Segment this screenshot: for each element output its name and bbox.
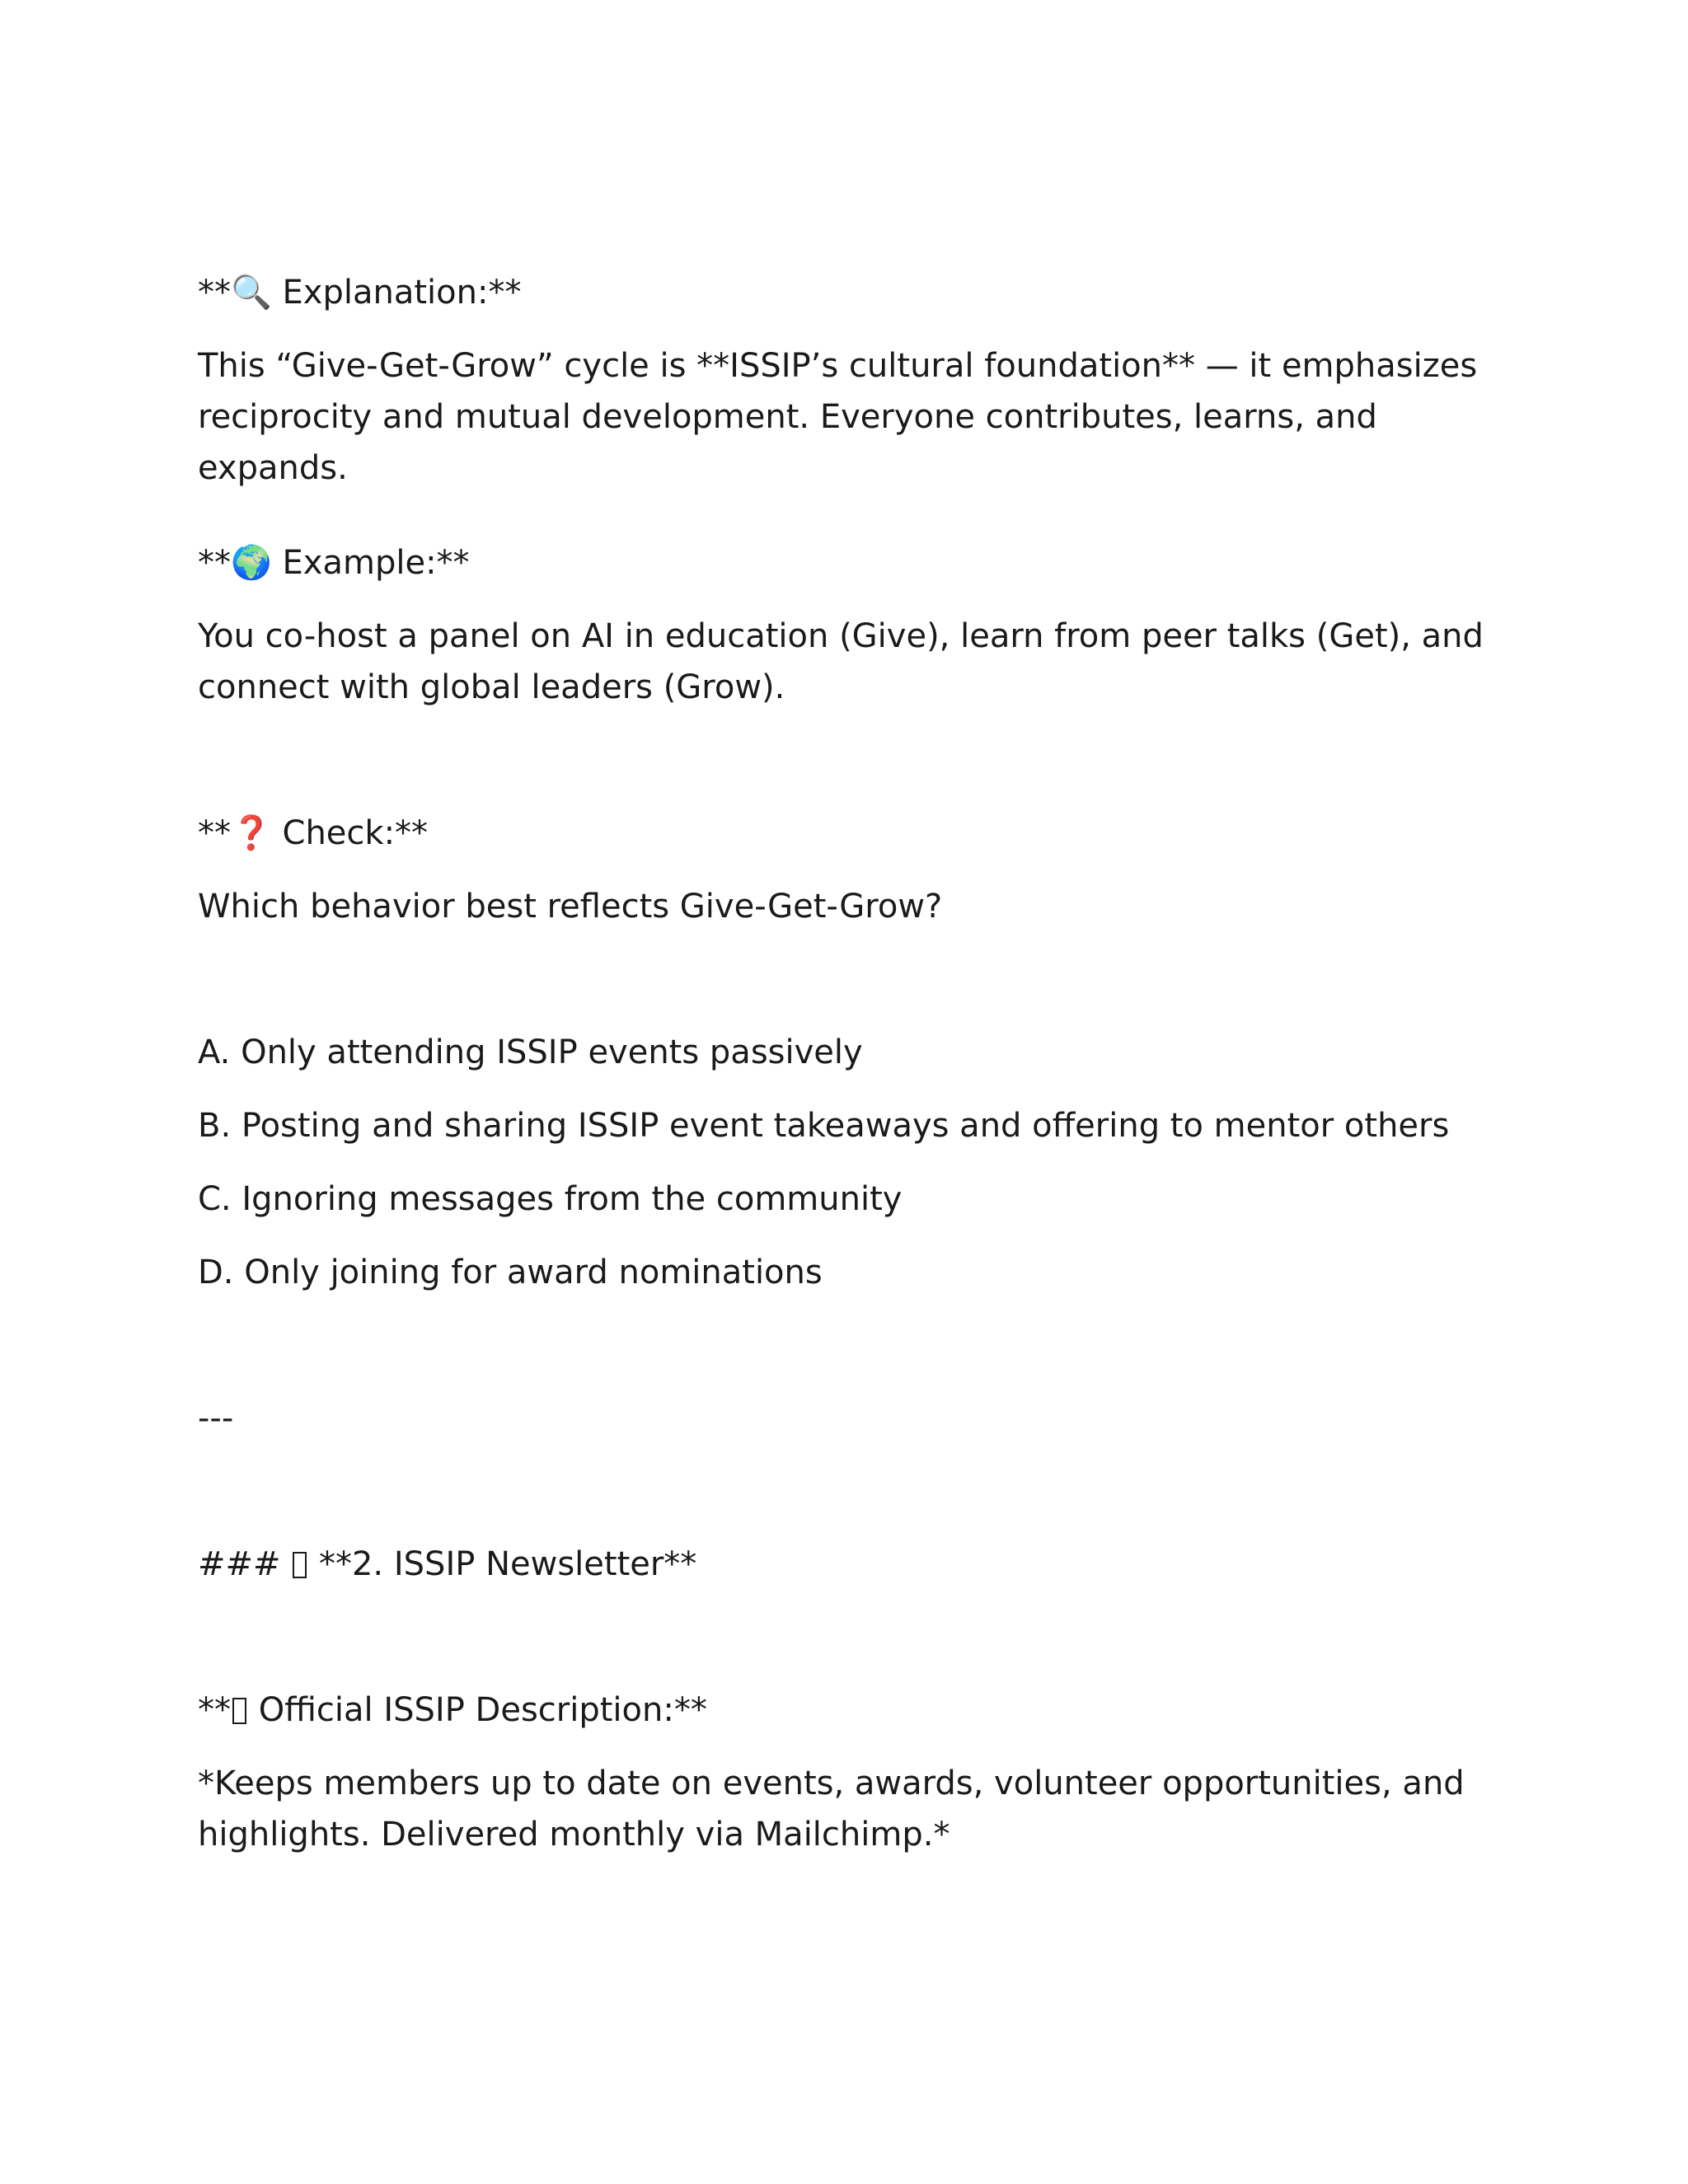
globe-icon: 🌍 [231, 544, 272, 582]
check-label: Check:** [271, 814, 429, 852]
option-a: A. Only attending ISSIP events passively [198, 1033, 863, 1071]
magnifier-icon: 🔍 [231, 274, 272, 312]
check-heading [198, 808, 1500, 859]
newsletter-label: **2. ISSIP Newsletter** [308, 1545, 697, 1583]
check-question: Which behavior best reflects Give-Get-Grow? [198, 888, 943, 926]
example-label: Example:** [271, 544, 470, 582]
missing-glyph-icon [232, 1698, 246, 1724]
divider-text: --- [198, 1399, 234, 1437]
question-mark-icon: ❓ [231, 814, 272, 852]
explanation-label: Explanation:** [271, 274, 522, 312]
official-prefix: ** [198, 1691, 231, 1729]
option-d: D. Only joining for award nominations [198, 1254, 823, 1291]
newsletter-heading [198, 1539, 1500, 1590]
option-b: B. Posting and sharing ISSIP event takeaways and offering to mentor others [198, 1107, 1450, 1145]
example-heading [198, 537, 1500, 588]
newsletter-prefix: ### [198, 1545, 292, 1583]
example-prefix: ** [198, 544, 231, 582]
official-text: *Keeps members up to date on events, awards, volunteer opportunities, and highlights. Delivered monthly via Mailchimp.* [198, 1765, 1465, 1854]
missing-glyph-icon [293, 1552, 307, 1578]
explanation-text: This “Give-Get-Grow” cycle is **ISSIP’s cultural foundation** — it emphasizes reciprocity and mutual development. Everyone contributes, learns, and expands. [198, 347, 1478, 487]
check-prefix: ** [198, 814, 231, 852]
explanation-prefix: ** [198, 274, 231, 312]
explanation-heading [198, 267, 1500, 318]
option-c: C. Ignoring messages from the community [198, 1180, 903, 1218]
official-heading [198, 1685, 1500, 1736]
example-text: You co-host a panel on AI in education (Give), learn from peer talks (Get), and connect with global leaders (Grow). [198, 617, 1484, 706]
official-label: Official ISSIP Description:** [248, 1691, 707, 1729]
